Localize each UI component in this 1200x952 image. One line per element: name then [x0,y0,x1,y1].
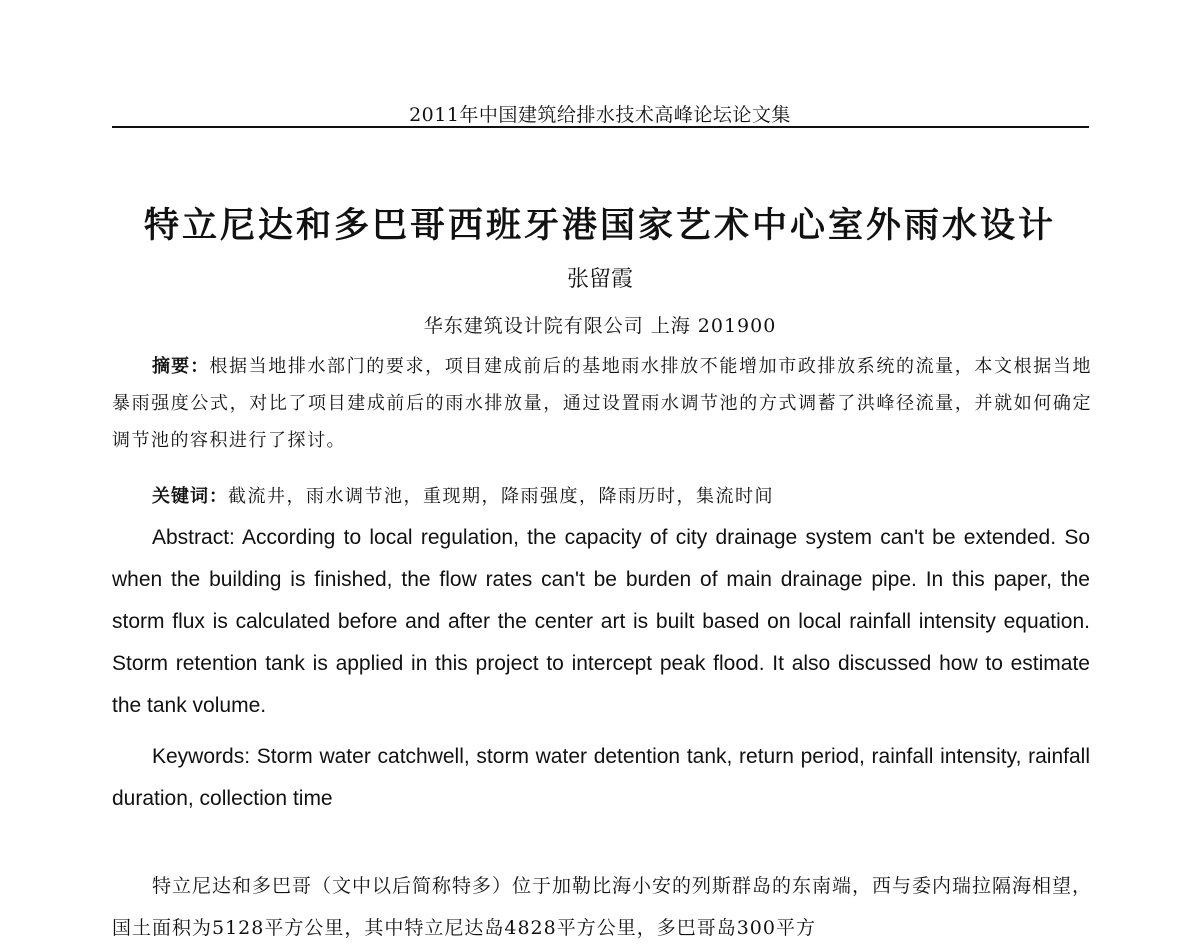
keywords-en: Keywords: Storm water catchwell, storm water detention tank, return period, rainfall intensity, rainfall duration, collection time [112,745,1090,810]
body-paragraph-1: 特立尼达和多巴哥（文中以后简称特多）位于加勒比海小安的列斯群岛的东南端，西与委内瑞拉隔海相望，国土面积为5128平方公里，其中特立尼达岛4828平方公里，多巴哥岛300平方 [112,875,1093,939]
header-rule [112,126,1089,128]
paper-title: 特立尼达和多巴哥西班牙港国家艺术中心室外雨水设计 [143,206,1056,246]
abstract-cn-label: 摘要： [152,356,210,377]
author-name: 张留霞 [566,267,633,292]
running-header: 2011年中国建筑给排水技术高峰论坛论文集 [409,104,791,126]
keywords-cn-text: 截流井，雨水调节池，重现期，降雨强度，降雨历时，集流时间 [228,486,774,507]
author-affiliation: 华东建筑设计院有限公司 上海 201900 [423,315,777,337]
abstract-en: Abstract: According to local regulation, the capacity of city drainage system can't be extended. So when the building is finished, the flow rates can't be burden of main drainage pipe. In this paper, the storm flux is calculated before and after the center art is built based on local rainfall intensity equation. Storm retention tank is applied in this project to intercept peak flood. It also discussed how to estimate the tank volume. [112,526,1090,717]
keywords-cn-label: 关键词： [152,486,228,507]
abstract-cn-text: 根据当地排水部门的要求，项目建成前后的基地雨水排放不能增加市政排放系统的流量，本文根据当地暴雨强度公式，对比了项目建成前后的雨水排放量，通过设置雨水调节池的方式调蓄了洪峰径流量，并就如何确定调节池的容积进行了探讨。 [112,356,1093,451]
keywords-cn [112,478,1092,515]
abstract-cn [112,348,1092,459]
